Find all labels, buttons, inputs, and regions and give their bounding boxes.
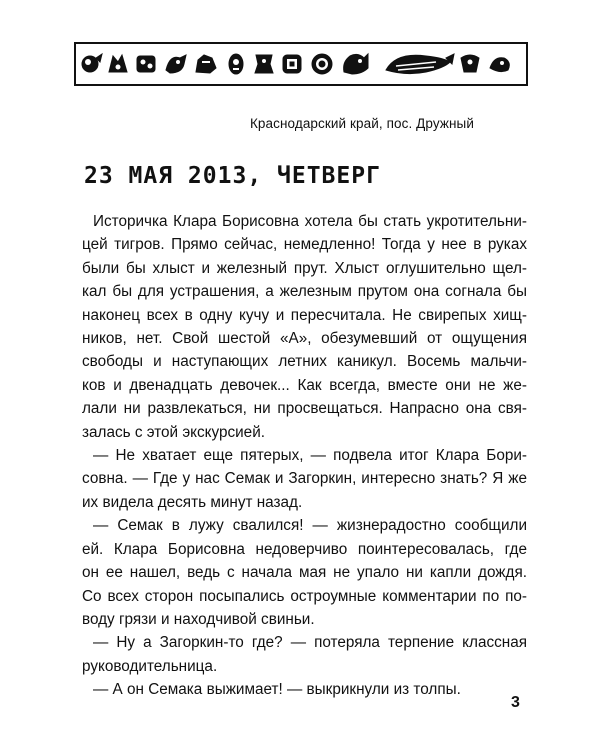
text-line: — Семак в лужу свалился! — жизнерадостно сообщили <box>93 517 527 535</box>
text-line: совна. — Где у нас Семак и Загоркин, интересно знать? Я же <box>82 470 527 488</box>
text-line: лали ни развлекаться, ни просвещаться. Напрасно она свя- <box>82 400 527 418</box>
text-line: Со всех сторон посыпались остроумные комментарии по по- <box>82 587 527 605</box>
text-line: — А он Семака выжимает! — выкрикнули из толпы. <box>93 681 461 699</box>
text-line: наконец всех в одну кучу и пересчитала. Не свирепых хищ- <box>82 306 527 324</box>
aztec-ornament-icon <box>76 44 526 84</box>
text-line: ков и двенадцать девочек... Как всегда, вместе они не же- <box>82 376 527 394</box>
text-line: — Не хватает еще пятерых, — подвела итог Клара Бори- <box>93 447 527 465</box>
text-line: ников, нет. Свой шестой «А», обезумевший от ощущения <box>82 330 527 348</box>
text-line: кал бы для устрашения, а железным прутом она согнала бы <box>82 283 527 301</box>
text-line: воду грязи и находчивой свиньи. <box>82 610 315 628</box>
location-line: Краснодарский край, пос. Дружный <box>249 116 474 131</box>
text-line: залась с этой экскурсией. <box>82 423 265 441</box>
text-line: ей. Клара Борисовна недоверчиво поинтересовалась, где <box>82 540 527 558</box>
text-line: руководительница. <box>82 657 218 675</box>
text-line: были бы хлыст и железный прут. Хлыст оглушительно щел- <box>82 259 527 277</box>
text-line: свободы и наступающих летних каникул. Восемь мальчи- <box>82 353 527 371</box>
page-number: 3 <box>511 694 520 711</box>
text-line: — Ну а Загоркин-то где? — потеряла терпение классная <box>93 634 527 652</box>
header-ornament-banner <box>74 42 528 86</box>
story-text <box>82 210 527 702</box>
text-line: Историчка Клара Борисовна хотела бы стать укротительни- <box>93 213 527 230</box>
text-line: цей тигров. Прямо сейчас, немедленно! Тогда у нее в руках <box>82 236 527 254</box>
text-line: он ее нашел, ведь с начала мая не упало ни капли дождя. <box>82 564 527 582</box>
chapter-date-heading: 23 МАЯ 2013, ЧЕТВЕРГ <box>84 163 381 189</box>
text-line: их видела десять минут назад. <box>82 493 303 511</box>
